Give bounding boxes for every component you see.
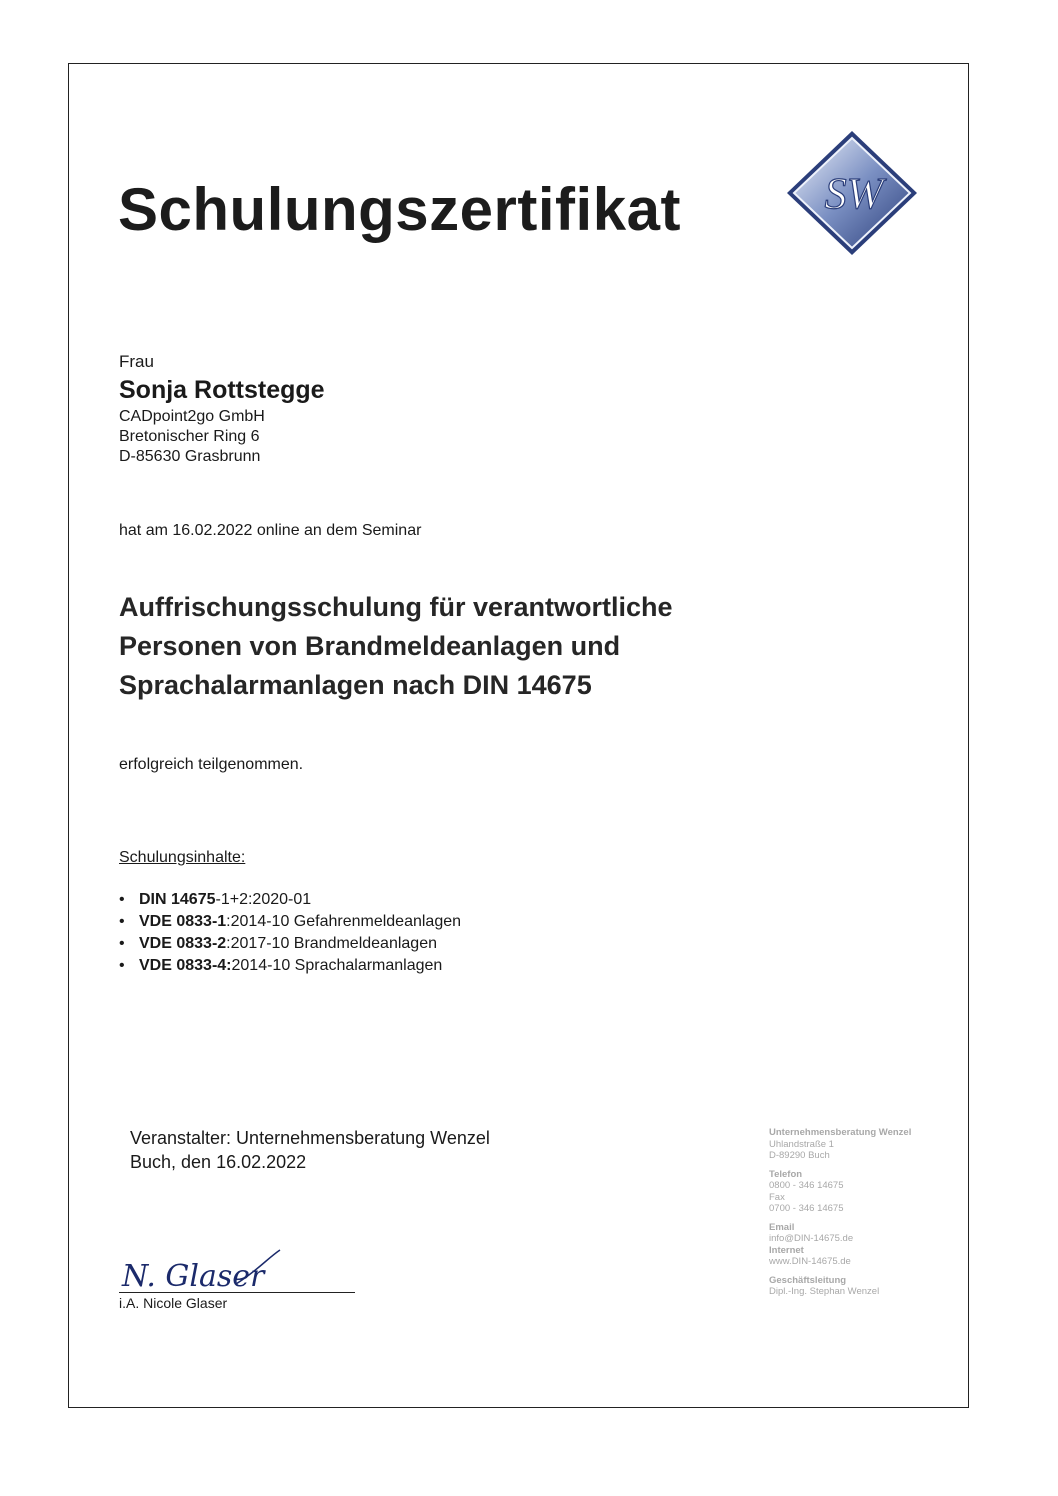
info-mgmt-label: Geschäftsleitung [769,1274,847,1286]
place-date: Buch, den 16.02.2022 [130,1152,307,1172]
organizer-text: Veranstalter: Unternehmensberatung Wenzel [130,1128,490,1148]
info-web-label: Internet [769,1244,804,1256]
info-fax: 0700 - 346 14675 [769,1203,844,1214]
recipient-name: Sonja Rottstegge [119,376,325,404]
bullet-icon: • [119,891,125,908]
bullet-icon: • [119,913,125,930]
logo-text: SW [824,169,884,218]
info-phone-label: Telefon [769,1168,803,1180]
list-item: • VDE 0833-2:2017-10 Brandmeldeanlagen [119,933,461,955]
seminar-title-line: Sprachalarmanlagen nach DIN 14675 [119,670,592,700]
info-street: Uhlandstraße 1 [769,1138,834,1150]
info-phone: 0800 - 346 14675 [769,1180,844,1191]
seminar-title-line: Auffrischungsschulung für verantwortliche [119,592,673,622]
certificate-title: Schulungszertifikat [118,176,681,243]
signature-name: i.A. Nicole Glaser [119,1295,228,1311]
signature-icon [118,1240,358,1300]
info-fax-label: Fax [769,1191,785,1203]
bullet-icon: • [119,935,125,952]
recipient-salutation: Frau [119,352,154,371]
info-company: Unternehmensberatung Wenzel [769,1127,912,1138]
list-item: • DIN 14675-1+2:2020-01 [119,889,461,911]
sw-logo [784,128,920,258]
seminar-title-line: Personen von Brandmeldeanlagen und [119,631,621,661]
signature-line [119,1292,355,1293]
intro-text: hat am 16.02.2022 online an dem Seminar [119,522,422,539]
organizer-block [130,1126,490,1174]
info-email-label: Email [769,1221,795,1233]
info-mgmt: Dipl.-Ing. Stephan Wenzel [769,1286,880,1297]
list-item: • VDE 0833-1:2014-10 Gefahrenmeldeanlagen [119,911,461,933]
list-item: • VDE 0833-4:2014-10 Sprachalarmanlagen [119,955,461,977]
info-email: info@DIN-14675.de [769,1233,854,1244]
recipient-company: CADpoint2go GmbH [119,408,265,425]
success-text: erfolgreich teilgenommen. [119,756,304,773]
svg-text:N. Glaser: N. Glaser [122,1259,265,1294]
contents-list [119,889,461,977]
recipient-city: D-85630 Grasbrunn [119,448,261,465]
recipient-street: Bretonischer Ring 6 [119,428,260,445]
seminar-title [119,588,879,705]
recipient-address [119,351,325,467]
info-web: www.DIN-14675.de [769,1256,851,1267]
contents-heading: Schulungsinhalte: [119,849,246,866]
bullet-icon: • [119,957,125,974]
company-info [769,1127,911,1305]
info-city: D-89290 Buch [769,1150,830,1161]
